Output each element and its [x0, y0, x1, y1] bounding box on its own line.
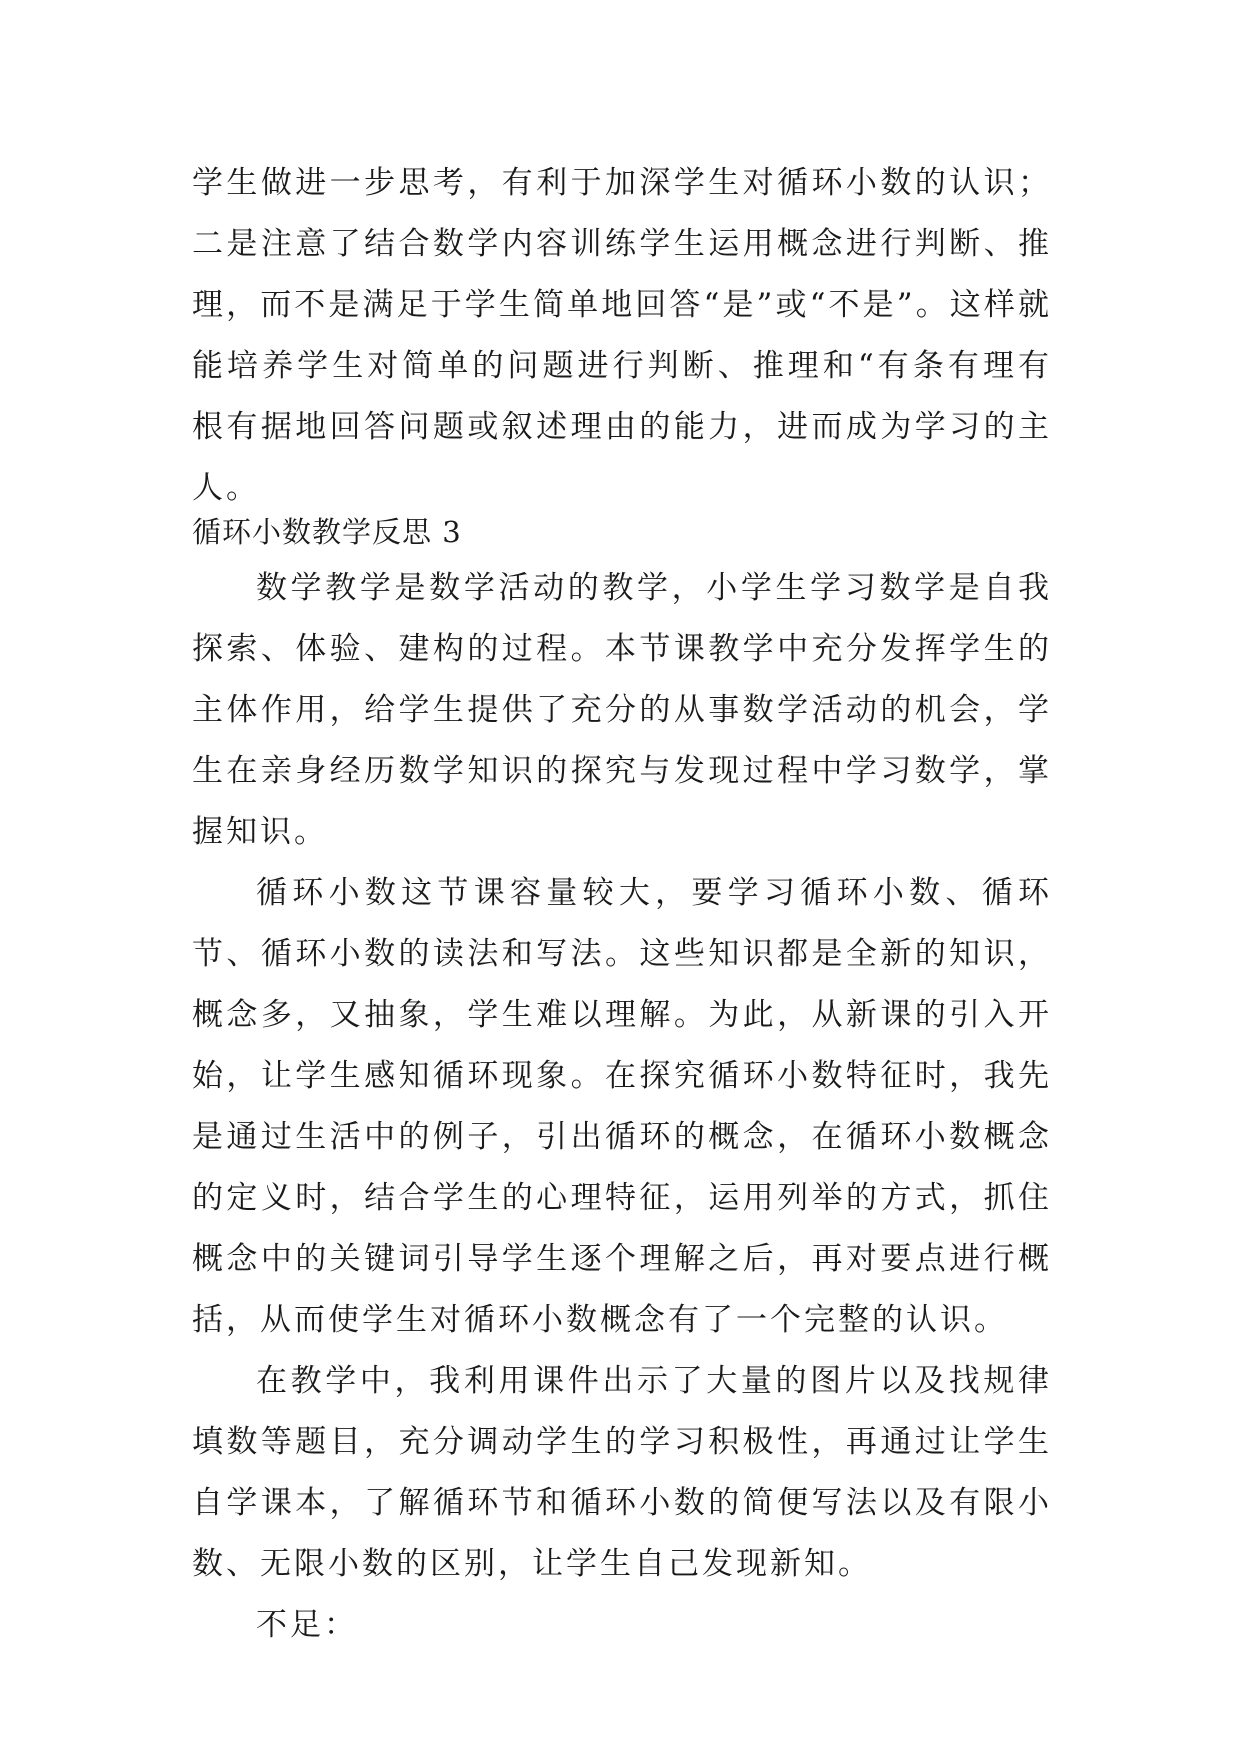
document-body — [192, 558, 1052, 1656]
continuation-paragraph-block — [192, 153, 1052, 519]
continuation-paragraph: 学生做进一步思考，有利于加深学生对循环小数的认识；二是注意了结合数学内容训练学生运用概念进行判断、推理，而不是满足于学生简单地回答“是”或“不是”。这样就能培养学生对简单的问题进行判断、推理和“有条有理有根有据地回答问题或叙述理由的能力，进而成为学习的主人。 — [192, 165, 1052, 506]
section-title: 循环小数教学反思 3 — [192, 515, 462, 549]
body-paragraph-1: 数学教学是数学活动的教学，小学生学习数学是自我探索、体验、建构的过程。本节课教学中充分发挥学生的主体作用，给学生提供了充分的从事数学活动的机会，学生在亲身经历数学知识的探究与发现过程中学习数学，掌握知识。 — [192, 570, 1052, 850]
body-paragraph-3: 在教学中，我利用课件出示了大量的图片以及找规律填数等题目，充分调动学生的学习积极性，再通过让学生自学课本，了解循环节和循环小数的简便写法以及有限小数、无限小数的区别，让学生自己发现新知。 — [192, 1363, 1052, 1582]
body-paragraph-4: 不足： — [256, 1607, 358, 1643]
body-paragraph-2: 循环小数这节课容量较大，要学习循环小数、循环节、循环小数的读法和写法。这些知识都是全新的知识，概念多，又抽象，学生难以理解。为此，从新课的引入开始，让学生感知循环现象。在探究循环小数特征时，我先是通过生活中的例子，引出循环的概念，在循环小数概念的定义时，结合学生的心理特征，运用列举的方式，抓住概念中的关键词引导学生逐个理解之后，再对要点进行概括，从而使学生对循环小数概念有了一个完整的认识。 — [192, 875, 1052, 1338]
